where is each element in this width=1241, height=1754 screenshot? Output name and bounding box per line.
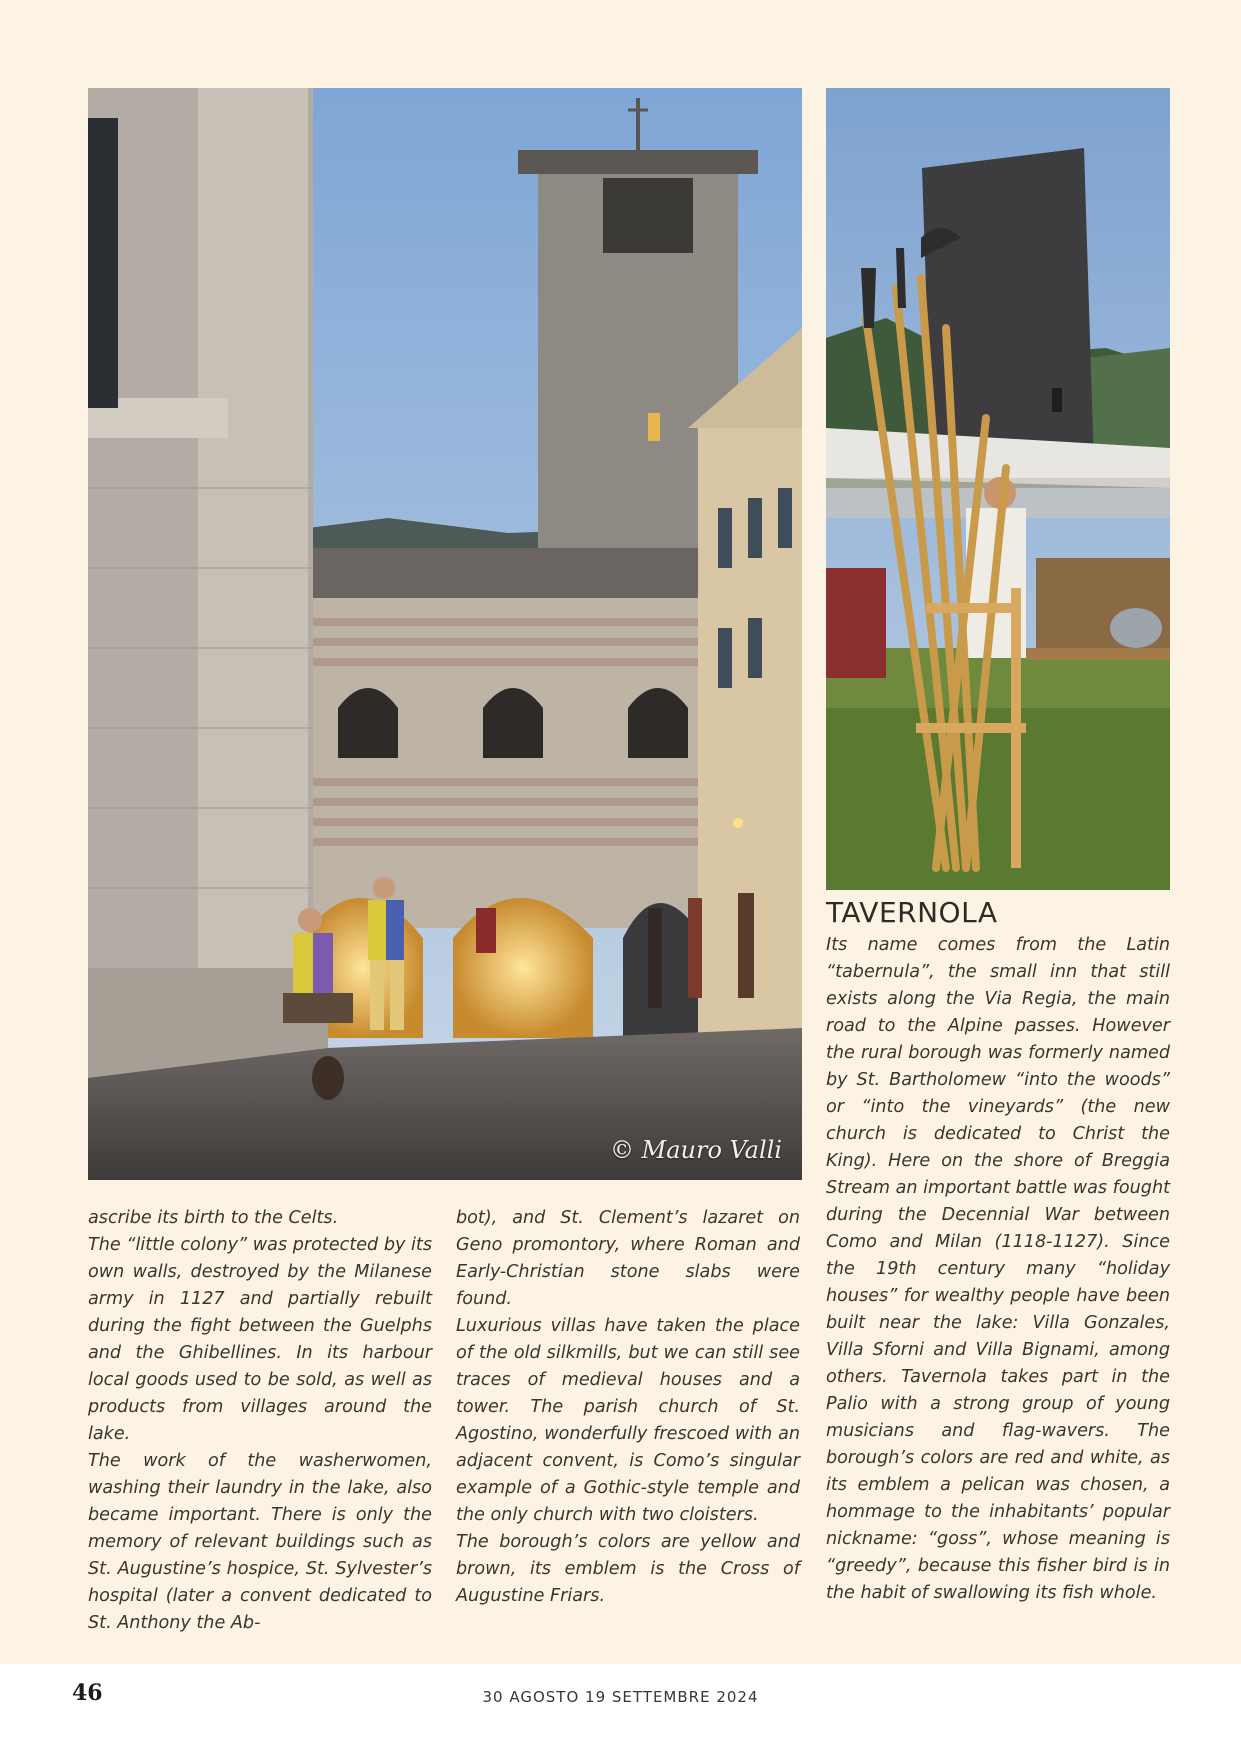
paragraph: Its name comes from the Latin “tabernula”, the small inn that still exists along the Via Regia, the main road to the Alpine passes. However the rural borough was formerly named by St. Bartholomew “into the woods” or “into the vineyards” (the new church is dedicated to Christ the King). Here on the shore of Breggia Stream an important battle was fought during the Decennial War between Como and Milan (1118-1127). Since the 19th century many “holiday houses” for wealthy people have been built near the lake: Villa Gonzales, Villa Sforni and Villa Bignami, among others. Tavernola takes part in the Palio with a strong group of young musicians and flag-wavers. The borough’s colors are red and white, as its emblem a pelican was chosen, a hommage to the inhabitants’ popular nickname: “goss”, whose meaning is “greedy”, because this fisher bird is in the habit of swallowing its fish whole. [826, 935, 1170, 1603]
paragraph: Luxurious villas have taken the place of the old silkmills, but we can still see traces of medieval houses and a tower. The parish church of St. Agostino, wonderfully frescoed with an adjacent convent, is Como’s singular example of a Gothic-style temple and the only church with two cloisters. [456, 1316, 800, 1525]
column-middle [456, 1205, 800, 1610]
column-right [826, 932, 1170, 1607]
section-heading: TAVERNOLA [826, 896, 998, 929]
paragraph: The borough’s colors are yellow and brown, its emblem is the Cross of Augustine Friars. [456, 1532, 800, 1606]
broletto-photo-illustration [88, 88, 802, 1180]
photo-broletto-square [88, 88, 802, 1180]
footer-band [0, 1664, 1241, 1754]
tavernola-photo-illustration [826, 88, 1170, 890]
paragraph: ascribe its birth to the Celts. [88, 1208, 339, 1228]
photo-tavernola-tower [826, 88, 1170, 890]
paragraph: The work of the washerwomen, washing their laundry in the lake, also became important. There is only the memory of relevant buildings such as St. Augustine’s hospice, St. Sylvester’s hospital (later a convent dedicated to St. Anthony the Ab- [88, 1451, 432, 1633]
paragraph: bot), and St. Clement’s lazaret on Geno promontory, where Roman and Early-Christian stone slabs were found. [456, 1208, 800, 1309]
column-left [88, 1205, 432, 1637]
page-number: 46 [72, 1680, 103, 1706]
issue-date: 30 AGOSTO 19 SETTEMBRE 2024 [482, 1688, 759, 1706]
photo-credit: © Mauro Valli [610, 1136, 782, 1164]
paragraph: The “little colony” was protected by its own walls, destroyed by the Milanese army in 1127 and partially rebuilt during the fight between the Guelphs and the Ghibellines. In its harbour local goods used to be sold, as well as products from villages around the lake. [88, 1235, 432, 1444]
